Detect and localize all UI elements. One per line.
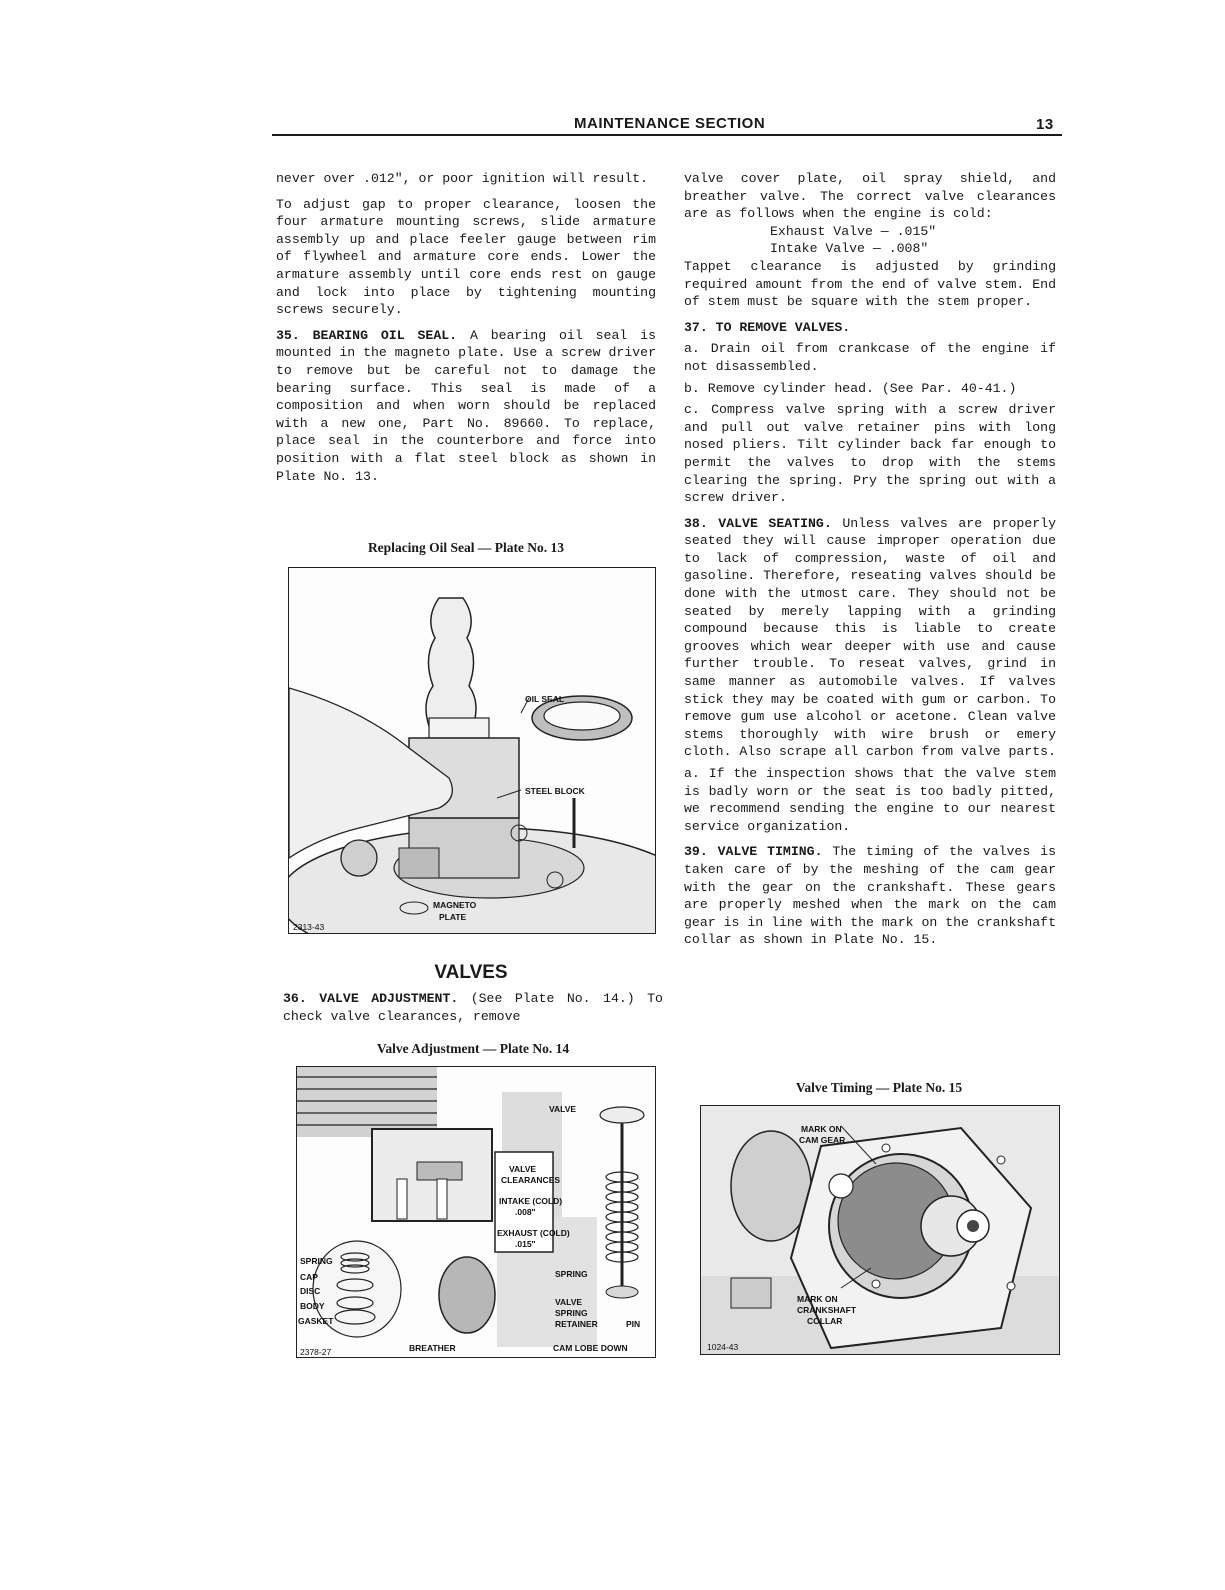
paragraph-ignition: never over .012", or poor ignition will result. — [276, 171, 648, 186]
label-plate-13-code: 2313-43 — [293, 922, 325, 932]
paragraph-valve-adjustment — [283, 990, 663, 1025]
oil-seal-illustration — [289, 568, 655, 933]
label-breather: BREATHER — [409, 1343, 456, 1353]
paragraph-valve-cover: valve cover plate, oil spray shield, and breather valve. The correct valve clearances are as follows when the engine is cold: — [684, 171, 1056, 222]
plate-15-figure — [700, 1105, 1060, 1355]
label-intake-value: .008" — [515, 1207, 536, 1217]
label-mark-on-cam: MARK ON — [801, 1124, 842, 1134]
label-pin: PIN — [626, 1319, 641, 1329]
spec-intake-valve: Intake Valve — .008" — [770, 241, 929, 257]
left-column-text — [276, 170, 656, 485]
section-title-valves: VALVES — [434, 962, 508, 983]
text-valve-seating: Unless valves are properly seated they will cause improper operation due to lack of compression, waste of oil and gasoline. Therefore, reseating valves should be done with the utmost care. They should not be seated by merely lapping with a grinding compound because this is liable to create grooves which wear deeper with use and cause further trouble. To reseat valves, grind in same manner as automobile valves. If valves stick they may be coated with gum or carbon. To remove gum use alcohol or acetone. Clean valve stems thoroughly with wire brush or emery cloth. Also scrape all carbon from valve parts. — [684, 515, 1057, 760]
label-vsr-3: RETAINER — [555, 1319, 598, 1329]
heading-valve-timing: 39. VALVE TIMING. — [684, 844, 823, 860]
label-intake: INTAKE (COLD) — [499, 1196, 563, 1206]
heading-valve-seating: 38. VALVE SEATING. — [684, 515, 832, 531]
plate-13-caption: Replacing Oil Seal — Plate No. 13 — [367, 540, 565, 555]
paragraph-adjust-gap: To adjust gap to proper clearance, loosen the four armature mounting screws, slide armature assembly up and place feeler gauge between rim of flywheel and armature core ends. Lower the armature assembly until core ends rest on gauge and lock into place by tightening mounting screws securely. — [276, 196, 656, 318]
label-spring-right: SPRING — [555, 1269, 588, 1279]
header-rule — [272, 134, 1062, 136]
label-plate-15-code: 1024-43 — [707, 1342, 739, 1352]
page-number: 13 — [1036, 116, 1054, 133]
label-cam-gear: CAM GEAR — [799, 1135, 846, 1145]
label-cam-lobe: CAM LOBE DOWN — [553, 1343, 628, 1353]
plate-14-figure — [296, 1066, 656, 1358]
label-collar: COLLAR — [807, 1316, 843, 1326]
label-exhaust-value: .015" — [515, 1239, 536, 1249]
right-column-text — [684, 170, 1056, 949]
paragraph-valve-timing — [684, 843, 1056, 949]
label-gasket: GASKET — [298, 1316, 334, 1326]
heading-valve-adjustment: 36. VALVE ADJUSTMENT. — [283, 991, 459, 1006]
paragraph-valve-seating — [684, 515, 1056, 761]
text-valve-timing: The timing of the valves is taken care of by the meshing of the cam gear with the gear on the crankshaft. These gears are properly meshed when the mark on the cam gear is in line with the mark on the crankshaft collar as shown in Plate No. 15. — [684, 844, 1056, 948]
label-vsr-1: VALVE — [555, 1297, 583, 1307]
paragraph-tappet-clearance: Tappet clearance is adjusted by grinding required amount from the end of valve stem. End of stem must be square with the stem proper. — [684, 258, 1056, 310]
text-bearing-oil-seal: A bearing oil seal is mounted in the magneto plate. Use a screw driver to remove but be careful not to damage the bearing surface. This seal is made of a composition and when worn should be replaced with a new one, Part No. 89660. To replace, place seal in the counterbore and force into position with a flat steel block as shown in Plate No. 13. — [276, 327, 656, 484]
label-exhaust: EXHAUST (COLD) — [497, 1228, 570, 1238]
label-vsr-2: SPRING — [555, 1308, 588, 1318]
label-plate: PLATE — [439, 912, 467, 922]
section-header-title: MAINTENANCE SECTION — [574, 115, 766, 132]
label-cap: CAP — [300, 1272, 318, 1282]
text-valve-adjustment: (See Plate No. 14.) To check valve clearances, remove — [283, 991, 663, 1024]
label-magneto: MAGNETO — [433, 900, 477, 910]
heading-bearing-oil-seal: 35. BEARING OIL SEAL. — [276, 327, 458, 343]
label-valve: VALVE — [549, 1104, 577, 1114]
heading-remove-valves: 37. TO REMOVE VALVES. — [684, 319, 851, 335]
label-valve-clearances-2: CLEARANCES — [501, 1175, 561, 1185]
label-steel-block: STEEL BLOCK — [525, 786, 585, 796]
spec-exhaust-valve: Exhaust Valve — .015" — [770, 223, 937, 239]
step-b-remove-head: b. Remove cylinder head. (See Par. 40-41.) — [684, 380, 1017, 396]
label-oil-seal: OIL SEAL — [525, 694, 565, 704]
paragraph-bearing-oil-seal — [276, 327, 656, 485]
step-c-compress-spring: c. Compress valve spring with a screw driver and pull out valve retainer pins with long nosed pliers. Tilt cylinder back far enough to permit the valves to drop with the stems clearing the spring. Pry the spring out with a screw driver. — [684, 402, 1056, 506]
label-body: BODY — [300, 1301, 325, 1311]
step-a-drain-oil: a. Drain oil from crankcase of the engine if not disassembled. — [684, 341, 1056, 374]
label-mark-on-crank: MARK ON — [797, 1294, 838, 1304]
valve-adjustment-illustration — [297, 1067, 655, 1357]
label-valve-clearances-1: VALVE — [509, 1164, 537, 1174]
step-a-inspection: a. If the inspection shows that the valve stem is badly worn or the seat is too badly pitted, we recommend sending the engine to our nearest service organization. — [684, 766, 1056, 834]
label-spring-left: SPRING — [300, 1256, 333, 1266]
plate-15-caption: Valve Timing — Plate No. 15 — [795, 1080, 963, 1095]
label-plate-14-code: 2378-27 — [300, 1347, 332, 1357]
label-disc: DISC — [300, 1286, 321, 1296]
valve-timing-illustration — [701, 1106, 1059, 1354]
plate-14-caption: Valve Adjustment — Plate No. 14 — [376, 1041, 570, 1056]
plate-13-figure — [288, 567, 656, 934]
label-crankshaft: CRANKSHAFT — [797, 1305, 857, 1315]
